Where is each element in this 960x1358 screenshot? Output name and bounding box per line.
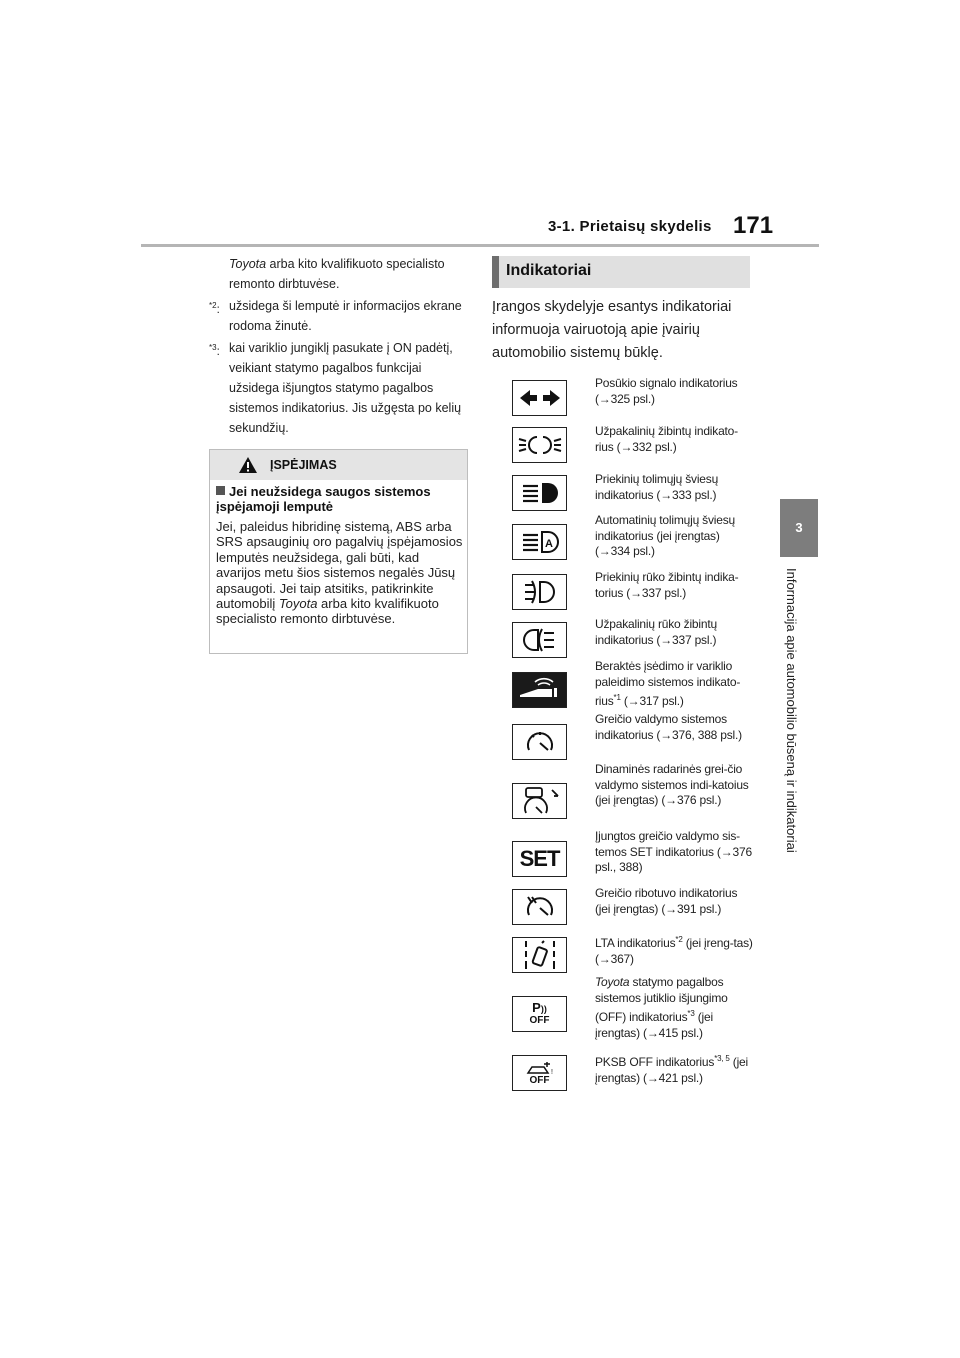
warning-box (209, 449, 468, 654)
svg-text:A: A (544, 538, 553, 550)
indicator-text-pksb: PKSB OFF indikatorius$^{*3, 5}$ (jei įrengtas) (→421 psl.) (595, 1054, 748, 1085)
turn-signal-icon (512, 380, 567, 416)
indicator-text-cruise-set: Įjungtos greičio valdymo sis-temos SET indikatorius (→376 psl., 388) (595, 829, 752, 874)
radar-cruise-icon (512, 783, 567, 819)
page-number: 171 (733, 212, 774, 239)
indicators-intro: Įrangos skydelyje esantys indikatoriai informuoja vairuotoją apie įvairių automobilio sistemų būklę. (492, 299, 732, 361)
high-beam-icon (512, 475, 567, 511)
smart-key-icon (512, 672, 567, 708)
indicator-text-tail-light: Užpakalinių žibintų indikato-rius (→332 psl.) (595, 424, 738, 454)
warning-body: Jei, paleidus hibridinę sistemą, ABS arba SRS apsauginių oro pagalvių įspėjamosios lemputės neužsidega, gali būti, kad avarijos metu šios sistemos negalės Jūsų apsaugoti. Jei taip atsitiks, patikrinkite automobilį Toyota arba kito kvalifikuoto specialisto remonto dirbtuvėse. (216, 519, 463, 627)
indicator-text-turn-signal: Posūkio signalo indikatorius (→325 psl.) (595, 376, 738, 406)
cruise-set-icon (512, 841, 567, 877)
rear-fog-light-icon (512, 622, 567, 658)
warning-triangle-icon (238, 456, 258, 474)
tail-light-icon (512, 427, 567, 463)
warning-header (210, 450, 467, 480)
footnote-3-mark: $^{*3}$: (209, 343, 220, 358)
indicator-text-lta: LTA indikatorius$^{*2}$ (jei įreng-tas) (→367) (595, 935, 753, 966)
auto-high-beam-icon (512, 524, 567, 560)
footnote-2-mark: $^{*2}$: (209, 301, 220, 316)
warning-title: ĮSPĖJIMAS (270, 458, 337, 472)
indicator-text-rear-fog: Užpakalinių rūko žibintų indikatorius (→337 psl.) (595, 617, 717, 647)
chapter-tab: 3 (780, 499, 818, 557)
footnote-3: $^{*3}$: kai variklio jungiklį pasukate į ON padėtį, veikiant statymo pagalbos funkcijai užsidega išjungtos statymo pagalbos sistemos indikatorius. Jis užgęsta po kelių sekundžių. (209, 338, 471, 438)
footnote-2: $^{*2}$: užsidega ši lemputė ir informacijos ekrane rodoma žinutė. (209, 296, 471, 336)
header-divider (141, 244, 819, 247)
chapter-title: Informacija apie automobilio būseną ir indikatoriai (784, 568, 799, 853)
warning-subtitle: Jei neužsidega saugos sistemos įspėjamoji lemputė (216, 484, 431, 514)
pksb-off-icon (512, 1055, 567, 1091)
cruise-control-icon (512, 724, 567, 760)
indicator-text-auto-high-beam: Automatinių tolimųjų šviesų indikatorius (jei įrengtas) (→334 psl.) (595, 513, 736, 558)
indicator-text-high-beam: Priekinių tolimųjų šviesų indikatorius (→333 psl.) (595, 472, 719, 502)
indicator-text-front-fog: Priekinių rūko žibintų indika-torius (→337 psl.) (595, 570, 739, 600)
indicator-text-speed-limiter: Greičio ribotuvo indikatorius (jei įrengtas) (→391 psl.) (595, 886, 738, 916)
section-title: 3-1. Prietaisų skydelis (548, 218, 712, 235)
indicator-text-cruise-control: Greičio valdymo sistemos indikatorius (→376, 388 psl.) (595, 712, 742, 742)
front-fog-light-icon (512, 574, 567, 610)
indicator-text-smart-key: Beraktės įsėdimo ir variklio paleidimo sistemos indikato-rius$^{*1}$ (→317 psl.) (595, 659, 741, 708)
lta-icon (512, 937, 567, 973)
footnote-continuation: Toyota arba kito kvalifikuoto specialisto remonto dirbtuvėse. (229, 257, 445, 291)
parking-off-label: OFF (529, 1015, 550, 1026)
indicator-text-parking-sensor: Toyota statymo pagalbos sistemos jutiklio išjungimo (OFF) indikatorius$^{*3}$ (jei įrengtas) (→415 psl.) (595, 975, 728, 1040)
indicator-text-radar-cruise: Dinaminės radarinės grei-čio valdymo sistemos indi-katoius (jei įrengtas) (→376 psl.) (595, 762, 749, 807)
cruise-set-label: SET (519, 846, 560, 871)
pksb-off-label: OFF (529, 1074, 550, 1086)
svg-text:!: ! (550, 1068, 553, 1075)
indicators-heading: Indikatoriai (492, 256, 750, 288)
speed-limiter-icon (512, 889, 567, 925)
parking-sensor-off-icon: P)) OFF (512, 996, 567, 1032)
